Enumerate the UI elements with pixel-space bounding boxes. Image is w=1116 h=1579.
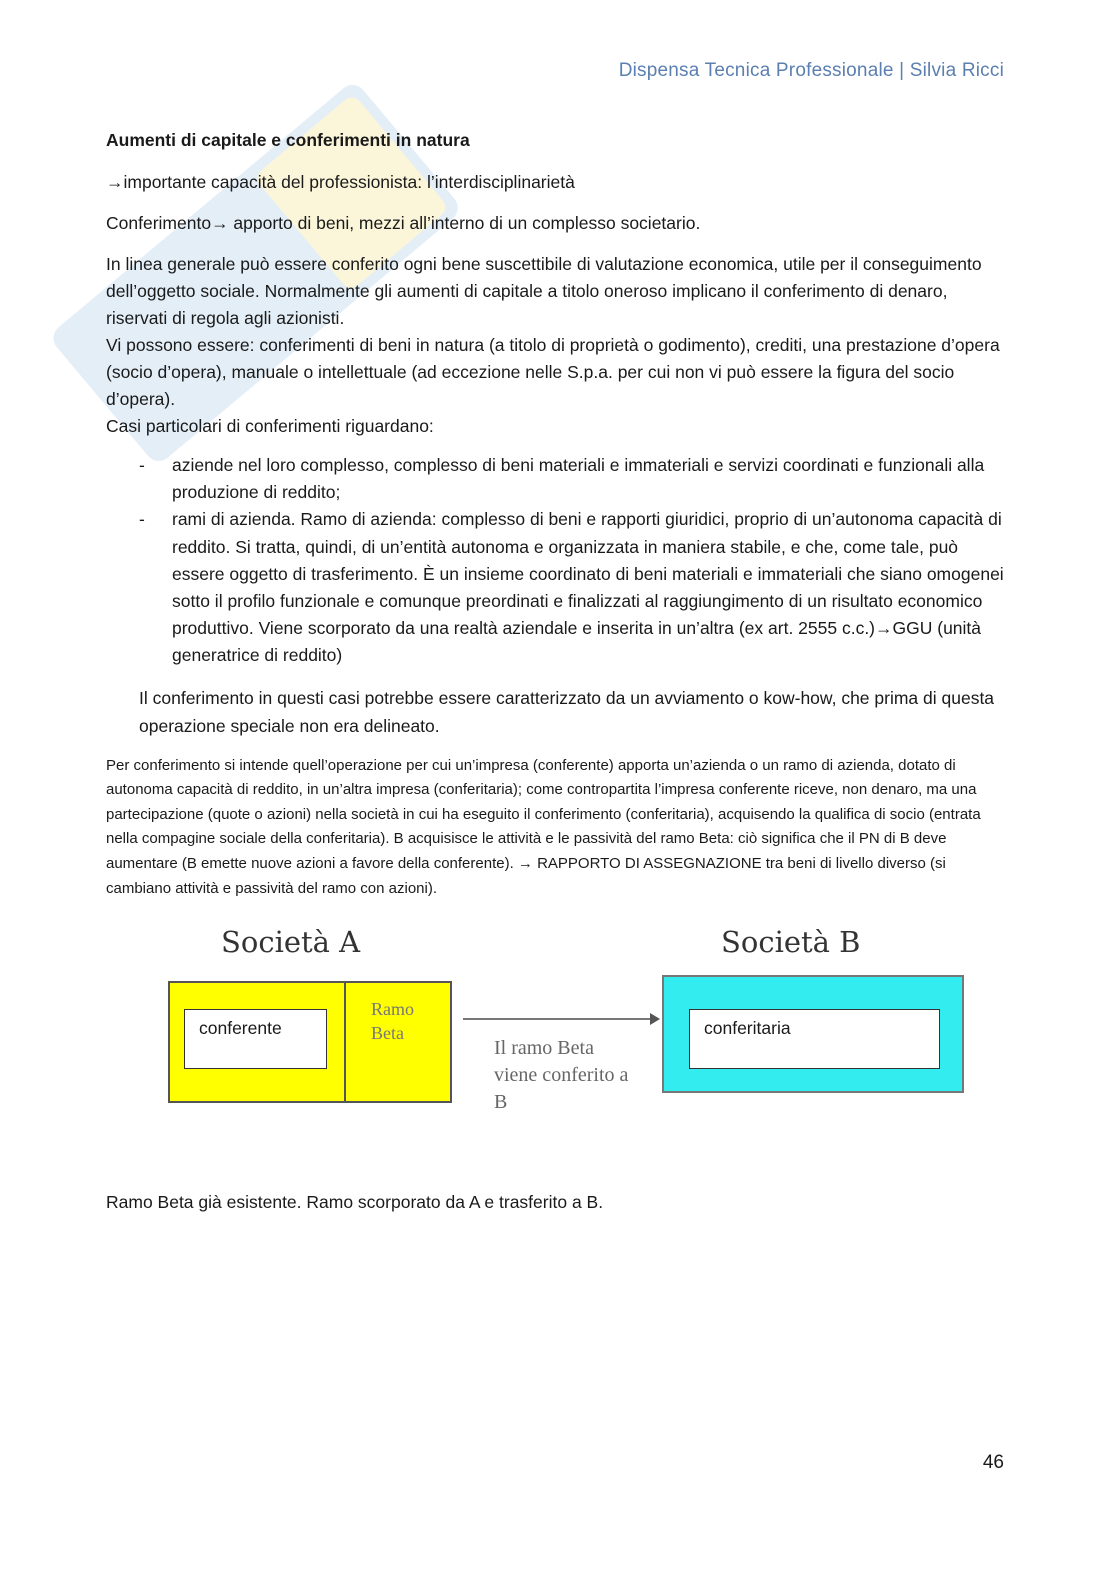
arrow-icon: → (875, 618, 893, 639)
list-item: - rami di azienda. Ramo di azienda: complesso di beni e rapporti giuridici, proprio di un’autonoma capacità di reddito. Si tratta, quindi, di un’entità autonoma e organizzata in maniera stabile, e che, come tale, può essere oggetto di trasferimento. È un insieme coordinato di beni materiali e immateriali che siano omogenei sotto il profilo funzionale e comunque preordinati e finalizzati al raggiungimento di un risultato economico produttivo. Viene scorporato da una realtà aziendale e inserita in un’altra (ex art. 2555 c.c.)→GGU (unità generatrice di reddito) (106, 506, 1006, 669)
page-number: 46 (982, 1452, 1004, 1473)
section-title: Aumenti di capitale e conferimenti in natura (106, 130, 470, 150)
arrow-icon: → (106, 172, 124, 192)
arrow-head-icon (650, 1013, 660, 1025)
conferitaria-box: conferitaria (689, 1009, 940, 1069)
conferimento-definition: Conferimento→ apporto di beni, mezzi all’interno di un complesso societario. (106, 213, 701, 233)
paragraph: In linea generale può essere conferito ogni bene suscettibile di valutazione economica, utile per il conseguimento dell’oggetto sociale. Normalmente gli aumenti di capitale a titolo oneroso implicano il conferimento di denaro, riservati di regola agli azionisti. (106, 254, 982, 328)
dash-bullet: - (139, 455, 145, 475)
societa-b-label: Società B (721, 925, 861, 960)
ramo-divider (344, 981, 346, 1103)
main-content (106, 130, 1006, 1216)
conferimento-diagram (106, 923, 1006, 1141)
cases-list (106, 452, 1006, 670)
list-item: - aziende nel loro complesso, complesso di beni materiali e immateriali e servizi coordinati e funzionali alla produzione di reddito; (106, 452, 1006, 506)
conferente-box: conferente (184, 1009, 327, 1069)
dash-bullet: - (139, 509, 145, 530)
transfer-caption: Il ramo Beta viene conferito a B (494, 1037, 629, 1114)
closing-note: Ramo Beta già esistente. Ramo scorporato da A e trasferito a B. (106, 1192, 604, 1213)
paragraph: Vi possono essere: conferimenti di beni in natura (a titolo di proprietà o godimento), crediti, una prestazione d’opera (socio d’opera), manuale o intellettuale (ad eccezione nelle S.p.a. per cui non vi può essere la figura del socio d’opera). (106, 335, 1000, 409)
societa-a-label: Società A (221, 925, 361, 960)
paragraph: Casi particolari di conferimenti riguardano: (106, 416, 434, 436)
running-header: Dispensa Tecnica Professionale | Silvia Ricci (618, 60, 1004, 81)
small-paragraph: Per conferimento si intende quell’operazione per cui un’impresa (conferente) apporta un’azienda o un ramo di azienda, dotato di autonoma capacità di reddito, in un’altra impresa (conferitaria); come contropartita l’impresa conferente riceve, non denaro, ma una partecipazione (quote o azioni) nella società in cui ha eseguito il conferimento (conferitaria), acquisendo la qualifica di socio (entrata nella compagine sociale della conferitaria). B acquisisce le attività e le passività del ramo Beta: ciò significa che il PN di B deve aumentare (B emette nuove azioni a favore della conferente). → RAPPORTO DI ASSEGNAZIONE tra beni di livello diverso (si cambiano attività e passività del ramo con azioni). (106, 756, 981, 897)
arrow-icon: → (211, 213, 229, 233)
paragraph: Il conferimento in questi casi potrebbe essere caratterizzato da un avviamento o kow-how, che prima di questa operazione speciale non era delineato. (139, 687, 995, 736)
interdisciplinarity-line: →importante capacità del professionista: l’interdisciplinarietà (106, 172, 575, 192)
arrow-icon: → (517, 855, 533, 872)
transfer-arrow (463, 1018, 655, 1020)
ramo-beta-label: Ramo Beta (371, 999, 414, 1044)
